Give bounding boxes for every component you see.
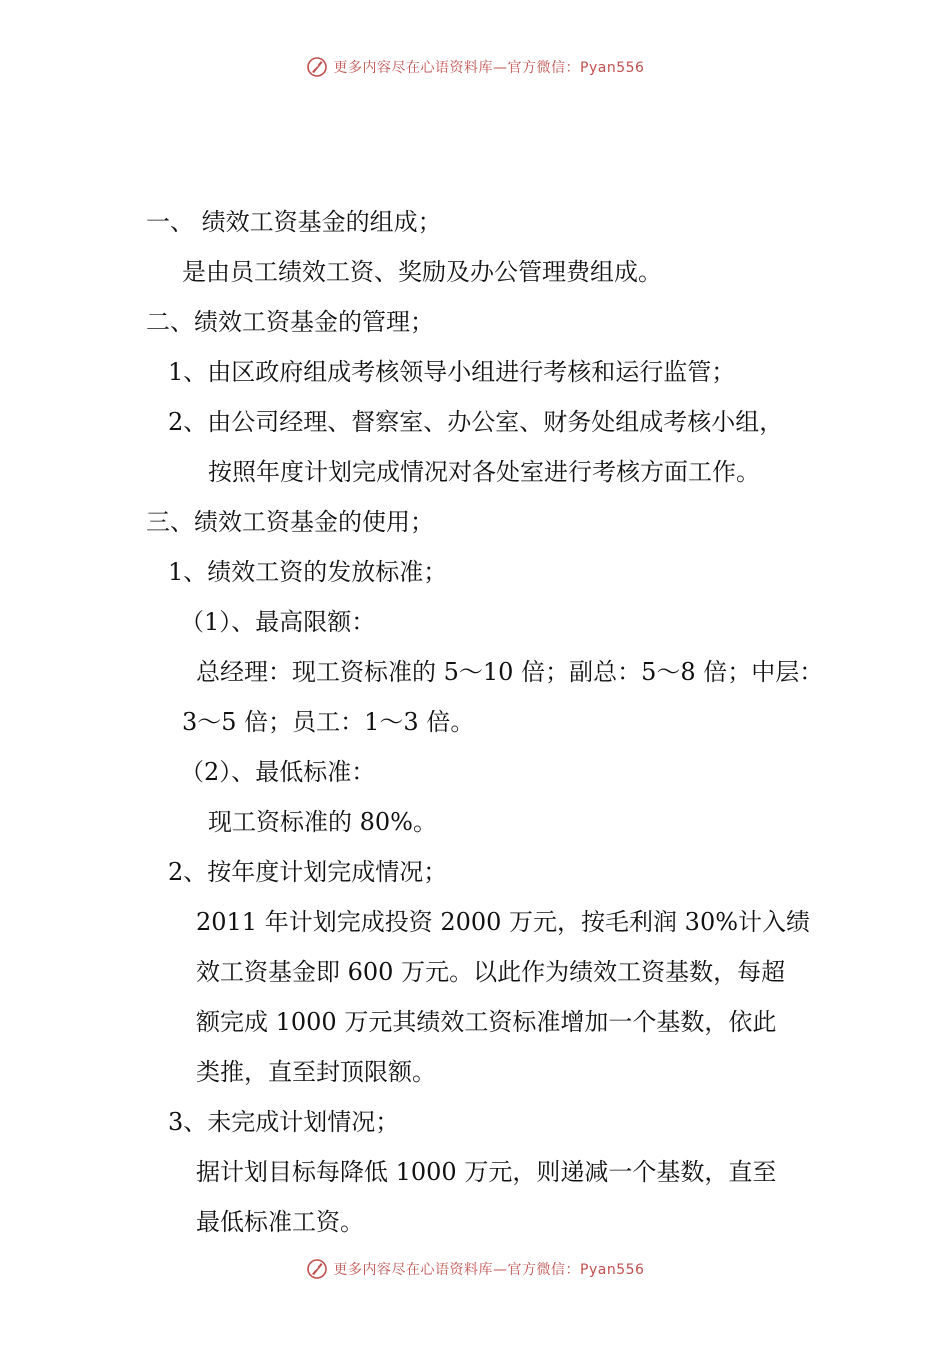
heading-section-2: 二、绩效工资基金的管理；	[146, 308, 434, 336]
sub-item: （2）、最低标准：	[180, 758, 376, 786]
quill-logo-icon	[306, 56, 328, 78]
sub-item: （1）、最高限额：	[180, 608, 376, 636]
paragraph-line: 类推，直至封顶限额。	[196, 1058, 436, 1086]
paragraph-line: 额完成 1000 万元其绩效工资标准增加一个基数，依此	[196, 1008, 777, 1036]
paragraph-line: 按照年度计划完成情况对各处室进行考核方面工作。	[208, 458, 760, 486]
paragraph-line: 总经理：现工资标准的 5～10 倍；副总：5～8 倍；中层：	[196, 658, 824, 686]
heading-section-1: 一、 绩效工资基金的组成；	[146, 208, 442, 236]
paragraph-line: 是由员工绩效工资、奖励及办公管理费组成。	[182, 258, 662, 286]
watermark-header	[0, 56, 950, 78]
watermark-text: 更多内容尽在心语资料库—官方微信：Pyan556	[333, 60, 645, 76]
paragraph-line: 3～5 倍；员工：1～3 倍。	[182, 708, 475, 736]
list-item: 1、由区政府组成考核领导小组进行考核和运行监管；	[168, 358, 736, 386]
paragraph-line: 现工资标准的 80%。	[208, 808, 437, 836]
watermark-footer	[0, 1258, 950, 1280]
list-item: 2、按年度计划完成情况；	[168, 858, 448, 886]
watermark-text: 更多内容尽在心语资料库—官方微信：Pyan556	[333, 1262, 645, 1278]
list-item: 3、未完成计划情况；	[168, 1108, 400, 1136]
list-item: 1、绩效工资的发放标准；	[168, 558, 448, 586]
paragraph-line: 最低标准工资。	[196, 1208, 364, 1236]
heading-section-3: 三、绩效工资基金的使用；	[146, 508, 434, 536]
list-item: 2、由公司经理、督察室、办公室、财务处组成考核小组，	[168, 408, 784, 436]
quill-logo-icon	[306, 1258, 328, 1280]
paragraph-line: 据计划目标每降低 1000 万元，则递减一个基数，直至	[196, 1158, 777, 1186]
paragraph-line: 效工资基金即 600 万元。以此作为绩效工资基数，每超	[196, 958, 786, 986]
paragraph-line: 2011 年计划完成投资 2000 万元，按毛利润 30%计入绩	[196, 908, 811, 936]
